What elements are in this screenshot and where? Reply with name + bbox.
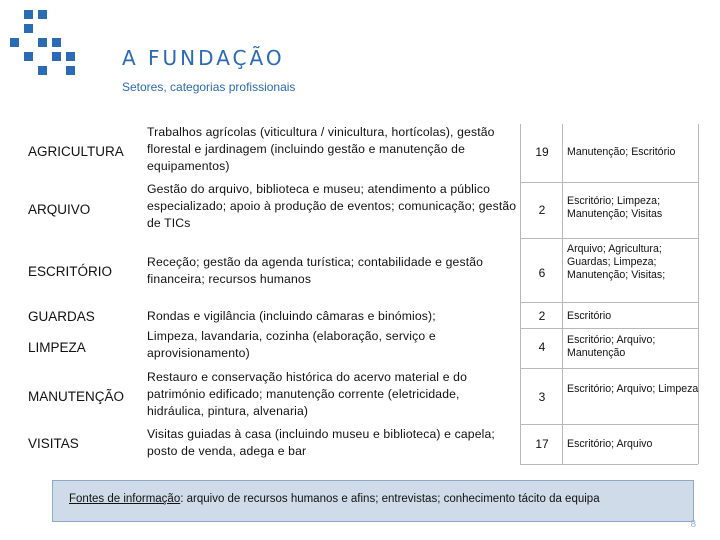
sector-description: Receção; gestão da agenda turística; contabilidade e gestão financeira; recursos humanos [147, 255, 484, 286]
row-divider [520, 238, 698, 239]
row-divider [520, 424, 698, 425]
sector-description: Gestão do arquivo, biblioteca e museu; atendimento a público especializado; apoio à produção de eventos; comunicação; gestão de TICs [147, 182, 517, 230]
sector-name: LIMPEZA [28, 340, 86, 355]
row-divider [520, 368, 698, 369]
related-sectors: Escritório; Arquivo; Limpeza [567, 383, 699, 395]
sources-footer [52, 480, 694, 522]
staff-count: 19 [535, 145, 549, 159]
column-divider [698, 124, 699, 464]
page-number: 8 [690, 519, 696, 530]
related-sectors: Escritório; Limpeza; Manutenção; Visitas [567, 195, 663, 220]
sector-description: Trabalhos agrícolas (viticultura / vinicultura, hortícolas), gestão florestal e jardinagem (incluindo gestão e manutenção de equipamentos) [147, 125, 495, 173]
sector-description: Rondas e vigilância (incluindo câmaras e binómios); [147, 309, 436, 323]
staff-count: 17 [535, 437, 549, 451]
sector-description: Restauro e conservação histórica do acervo material e do património edificado; manutenção corrente (eletricidade, hidráulica, pintura, alvenaria) [147, 370, 468, 418]
related-sectors: Escritório; Arquivo [567, 438, 653, 450]
staff-count: 4 [538, 340, 546, 354]
related-sectors: Arquivo; Agricultura; Guardas; Limpeza; Manutenção; Visitas; [567, 243, 666, 281]
related-sectors: Manutenção; Escritório [567, 146, 676, 158]
staff-count: 2 [538, 309, 546, 323]
row-divider [520, 464, 698, 465]
row-divider [520, 328, 698, 329]
page-title: A FUNDAÇÃO [122, 46, 285, 70]
sector-description: Limpeza, lavandaria, cozinha (elaboração, serviço e aprovisionamento) [147, 329, 436, 360]
foundation-logo-icon [10, 10, 80, 80]
row-divider [520, 302, 698, 303]
sector-name: ARQUIVO [28, 202, 91, 217]
page-subtitle: Setores, categorias profissionais [122, 80, 296, 94]
sector-description: Visitas guiadas à casa (incluindo museu e biblioteca) e capela; posto de venda, adega e bar [147, 427, 495, 458]
sector-name: GUARDAS [28, 309, 95, 324]
staff-count: 2 [538, 203, 546, 217]
staff-count: 3 [538, 390, 546, 404]
sources-label: Fontes de informação [69, 493, 181, 505]
sector-name: VISITAS [28, 436, 79, 451]
column-divider [562, 124, 563, 464]
staff-count: 6 [538, 266, 546, 280]
row-divider [520, 182, 698, 183]
related-sectors: Escritório; Arquivo; Manutenção [567, 334, 656, 359]
sector-name: AGRICULTURA [28, 144, 124, 159]
sector-name: MANUTENÇÃO [28, 389, 125, 404]
related-sectors: Escritório [567, 310, 612, 322]
sources-list: : arquivo de recursos humanos e afins; entrevistas; conhecimento tácito da equipa [180, 493, 600, 505]
sector-name: ESCRITÓRIO [28, 264, 113, 279]
sources-text [69, 493, 600, 505]
column-divider [520, 124, 521, 464]
